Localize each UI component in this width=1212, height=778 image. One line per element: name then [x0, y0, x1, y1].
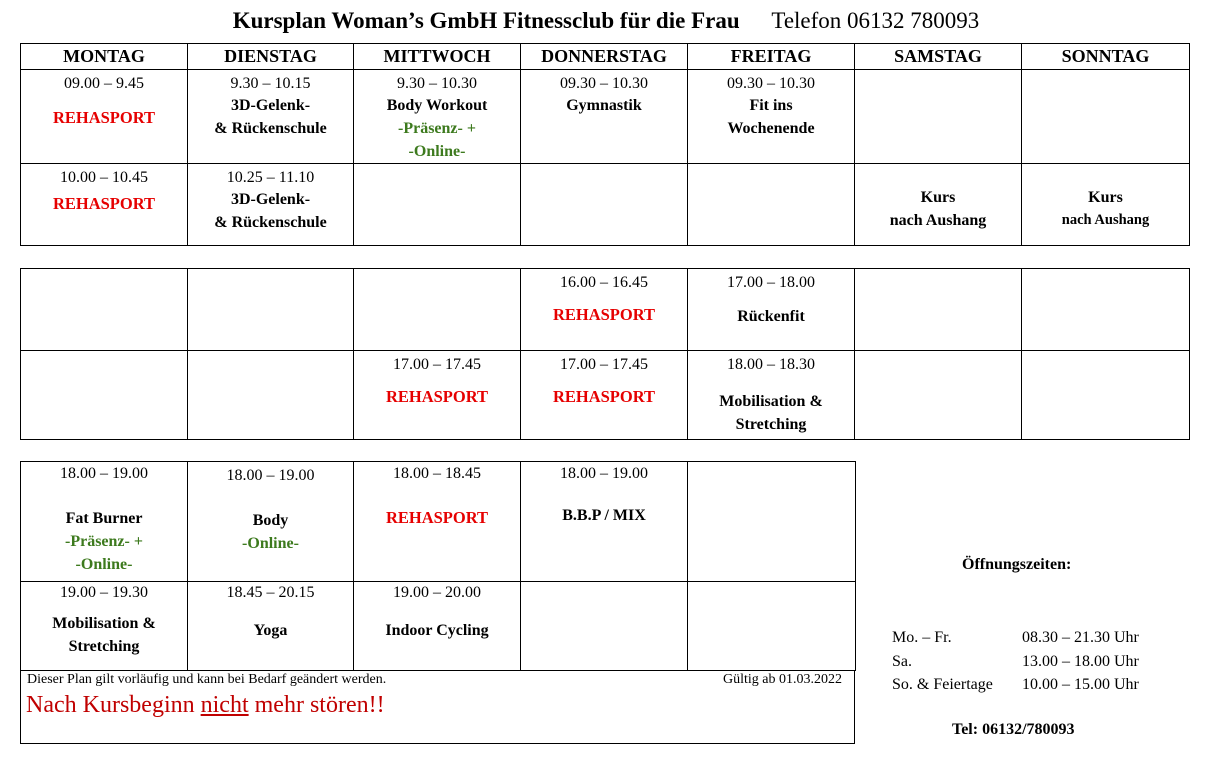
- course-name: REHASPORT: [385, 508, 489, 527]
- empty-cell: [855, 70, 1022, 164]
- course-name: 3D-Gelenk-: [230, 191, 311, 208]
- hours-row: [892, 673, 1139, 697]
- empty-cell: [188, 351, 354, 440]
- course-name: 3D-Gelenk-: [230, 97, 311, 114]
- footer-note: [20, 670, 855, 744]
- afternoon-table: [20, 268, 1190, 440]
- course-cell: [354, 351, 521, 440]
- empty-cell: [354, 269, 521, 351]
- table-row: [21, 164, 1190, 246]
- course-tag: -Online-: [408, 143, 466, 160]
- course-cell: [521, 70, 688, 164]
- morning-table: [20, 43, 1190, 246]
- course-time: 9.30 – 10.30: [397, 75, 477, 92]
- contact-phone: Tel: 06132/780093: [952, 721, 1075, 738]
- course-time: 18.00 – 18.30: [727, 356, 815, 373]
- empty-cell: [521, 582, 688, 671]
- day-header: SONNTAG: [1022, 44, 1190, 70]
- valid-date: Gültig ab 01.03.2022: [723, 672, 842, 687]
- course-time: 9.30 – 10.15: [230, 75, 311, 92]
- course-tag: -Präsenz- +: [398, 120, 476, 137]
- table-row: [21, 269, 1190, 351]
- warning-pre: Nach Kursbeginn: [26, 692, 201, 718]
- day-header: SAMSTAG: [855, 44, 1022, 70]
- day-header: MONTAG: [21, 44, 188, 70]
- course-name: Mobilisation &: [52, 615, 156, 632]
- empty-cell: [855, 351, 1022, 440]
- day-header: FREITAG: [688, 44, 855, 70]
- opening-hours: [892, 626, 1139, 697]
- course-tag: -Präsenz- +: [65, 533, 143, 550]
- course-name: B.B.P / MIX: [562, 507, 646, 524]
- warning-emphasis: nicht: [200, 692, 249, 718]
- course-name: Mobilisation &: [719, 393, 823, 410]
- course-cell: [521, 351, 688, 440]
- warning-text: [26, 692, 385, 719]
- course-cell: [688, 269, 855, 351]
- course-cell: [1022, 164, 1190, 246]
- course-time: 18.00 – 18.45: [393, 465, 481, 482]
- course-name: Rückenfit: [737, 308, 805, 325]
- course-time: 18.00 – 19.00: [560, 465, 648, 482]
- course-cell: [354, 462, 521, 582]
- course-name: Fat Burner: [65, 510, 143, 527]
- empty-cell: [855, 269, 1022, 351]
- course-time: 09.00 – 9.45: [64, 75, 144, 92]
- hours-days: So. & Feiertage: [892, 676, 993, 693]
- course-name: REHASPORT: [385, 387, 489, 406]
- course-name: nach Aushang: [889, 212, 987, 229]
- course-name: REHASPORT: [552, 305, 656, 324]
- course-name: Gymnastik: [566, 97, 642, 114]
- hours-days: Mo. – Fr.: [892, 629, 952, 646]
- empty-cell: [1022, 269, 1190, 351]
- course-time: 18.00 – 19.00: [60, 465, 148, 482]
- course-cell: [21, 462, 188, 582]
- course-name: Wochenende: [727, 120, 815, 137]
- hours-time: 13.00 – 18.00 Uhr: [1022, 652, 1139, 670]
- course-cell: [188, 164, 354, 246]
- course-cell: [188, 70, 354, 164]
- course-cell: [21, 70, 188, 164]
- course-name: Indoor Cycling: [385, 622, 489, 639]
- course-name: REHASPORT: [52, 194, 156, 213]
- day-header: DIENSTAG: [188, 44, 354, 70]
- course-name: & Rückenschule: [214, 214, 327, 231]
- course-cell: [855, 164, 1022, 246]
- evening-table: [20, 461, 856, 671]
- course-name: Stretching: [68, 638, 140, 655]
- course-time: 10.25 – 11.10: [226, 169, 315, 186]
- empty-cell: [21, 351, 188, 440]
- course-time: 18.00 – 19.00: [226, 467, 315, 484]
- opening-hours-title: Öffnungszeiten:: [962, 556, 1072, 573]
- hours-row: [892, 650, 1139, 674]
- course-name: nach Aushang: [1061, 212, 1150, 228]
- course-name: Stretching: [735, 416, 807, 433]
- title-phone: Telefon 06132 780093: [771, 8, 980, 33]
- table-row: [21, 462, 856, 582]
- hours-time: 10.00 – 15.00 Uhr: [1022, 676, 1139, 693]
- course-cell: [521, 462, 688, 582]
- course-cell: [354, 70, 521, 164]
- day-header: DONNERSTAG: [521, 44, 688, 70]
- empty-cell: [1022, 351, 1190, 440]
- course-name: REHASPORT: [52, 108, 156, 127]
- warning-post: mehr stören!!: [248, 692, 385, 718]
- course-name: Kurs: [920, 189, 956, 206]
- course-time: 17.00 – 18.00: [727, 274, 815, 291]
- course-time: 10.00 – 10.45: [60, 169, 148, 186]
- course-time: 09.30 – 10.30: [727, 75, 815, 92]
- empty-cell: [688, 462, 856, 582]
- table-row: [21, 351, 1190, 440]
- empty-cell: [521, 164, 688, 246]
- course-cell: [688, 70, 855, 164]
- course-cell: [188, 462, 354, 582]
- course-name: Fit ins: [749, 97, 793, 114]
- course-time: 16.00 – 16.45: [560, 274, 648, 291]
- course-tag: -Online-: [75, 556, 133, 573]
- course-cell: [688, 351, 855, 440]
- course-cell: [21, 164, 188, 246]
- course-name: Body Workout: [386, 97, 488, 114]
- table-row: [21, 582, 856, 671]
- hours-days: Sa.: [892, 652, 912, 670]
- course-time: 17.00 – 17.45: [560, 356, 648, 373]
- empty-cell: [688, 164, 855, 246]
- disclaimer-text: Dieser Plan gilt vorläufig und kann bei Bedarf geändert werden.: [27, 672, 387, 687]
- course-cell: [21, 582, 188, 671]
- course-name: & Rückenschule: [214, 120, 327, 137]
- course-cell: [521, 269, 688, 351]
- day-header: MITTWOCH: [354, 44, 521, 70]
- course-time: 18.45 – 20.15: [226, 584, 315, 601]
- course-time: 09.30 – 10.30: [560, 75, 648, 92]
- course-time: 19.00 – 19.30: [60, 584, 148, 601]
- day-header-row: [21, 44, 1190, 70]
- empty-cell: [1022, 70, 1190, 164]
- course-tag: -Online-: [242, 535, 299, 552]
- table-row: [21, 70, 1190, 164]
- course-name: Body: [252, 512, 289, 529]
- hours-time: 08.30 – 21.30 Uhr: [1022, 629, 1139, 646]
- course-time: 19.00 – 20.00: [393, 584, 481, 601]
- course-time: 17.00 – 17.45: [393, 356, 481, 373]
- empty-cell: [21, 269, 188, 351]
- course-cell: [188, 582, 354, 671]
- course-name: Kurs: [1088, 189, 1123, 206]
- empty-cell: [688, 582, 856, 671]
- empty-cell: [188, 269, 354, 351]
- course-cell: [354, 582, 521, 671]
- course-name: REHASPORT: [552, 387, 656, 406]
- title-text: Kursplan Woman’s GmbH Fitnessclub für die Frau: [232, 8, 740, 33]
- page-title: [0, 8, 1212, 34]
- hours-row: [892, 626, 1139, 650]
- course-name: Yoga: [253, 622, 288, 639]
- empty-cell: [354, 164, 521, 246]
